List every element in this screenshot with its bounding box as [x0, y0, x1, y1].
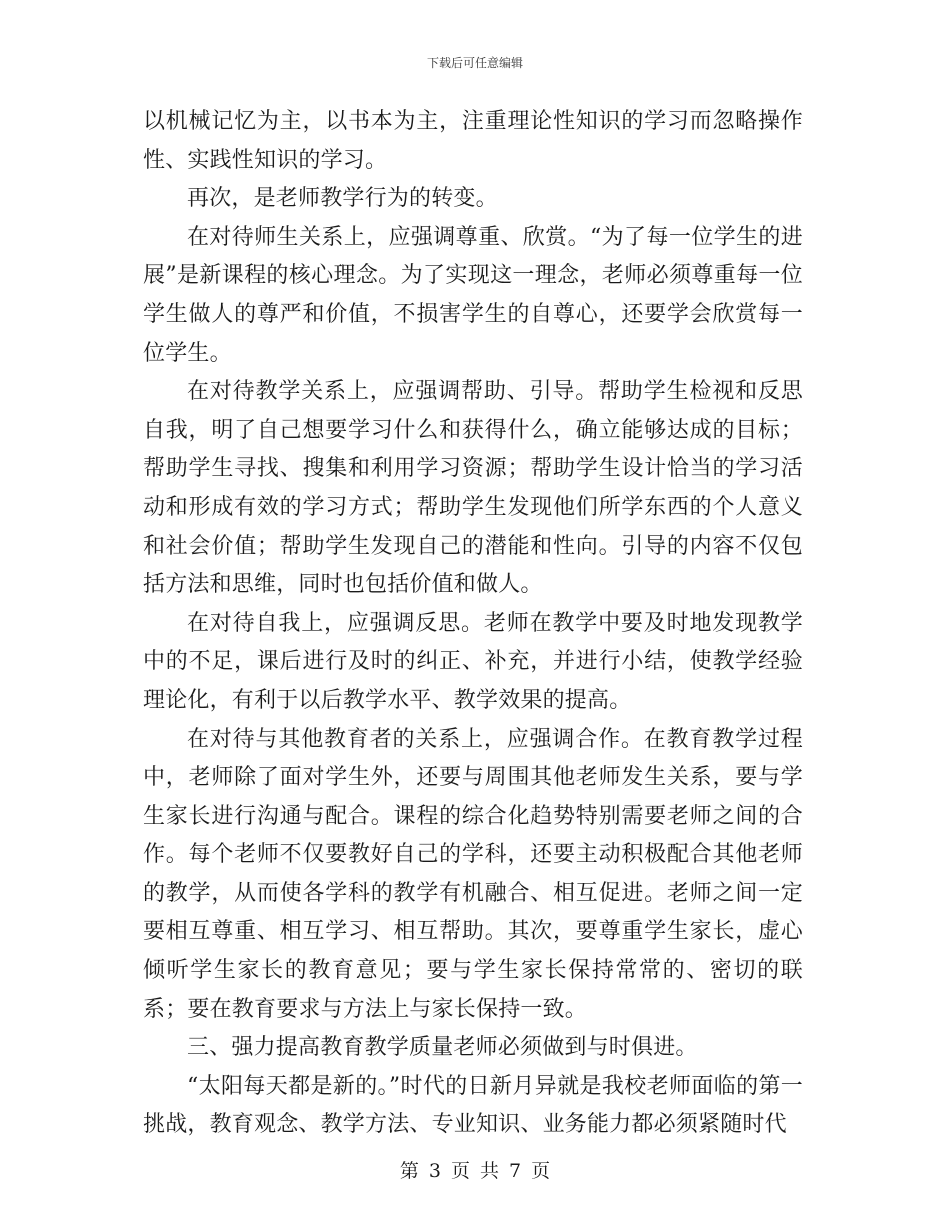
- paragraph: “太阳每天都是新的。”时代的日新月异就是我校老师面临的第一挑战，教育观念、教学方法、专业知识、业务能力都必须紧随时代: [143, 1073, 803, 1138]
- paragraph: 再次，是老师教学行为的转变。: [187, 186, 498, 212]
- paragraph: 在对待师生关系上，应强调尊重、欣赏。“为了每一位学生的进展”是新课程的核心理念。为了实现这一理念，老师必须尊重每一位学生做人的尊严和价值，不损害学生的自尊心，还要学会欣赏每一位学生。: [143, 224, 803, 366]
- paragraph: 在对待与其他教育者的关系上，应强调合作。在教育教学过程中，老师除了面对学生外，还要与周围其他老师发生关系，要与学生家长进行沟通与配合。课程的综合化趋势特别需要老师之间的合作。每个老师不仅要教好自己的学科，还要主动积极配合其他老师的教学，从而使各学科的教学有机融合、相互促进。老师之间一定要相互尊重、相互学习、相互帮助。其次，要尊重学生家长，虚心倾听学生家长的教育意见；要与学生家长保持常常的、密切的联系；要在教育要求与方法上与家长保持一致。: [143, 726, 803, 1022]
- paragraph: 在对待教学关系上，应强调帮助、引导。帮助学生检视和反思自我，明了自己想要学习什么和获得什么，确立能够达成的目标；帮助学生寻找、搜集和利用学习资源；帮助学生设计恰当的学习活动和形成有效的学习方式；帮助学生发现他们所学东西的个人意义和社会价值；帮助学生发现自己的潜能和性向。引导的内容不仅包括方法和思维，同时也包括价值和做人。: [143, 379, 803, 598]
- page-number: 第 3 页 共 7 页: [399, 1160, 551, 1182]
- section-heading: 三、强力提高教育教学质量老师必须做到与时俱进。: [187, 1035, 698, 1061]
- paragraph: 在对待自我上，应强调反思。老师在教学中要及时地发现教学中的不足，课后进行及时的纠正、补充，并进行小结，使教学经验理论化，有利于以后教学水平、教学效果的提高。: [143, 610, 803, 713]
- document-body: [143, 103, 803, 1145]
- paragraph: 以机械记忆为主，以书本为主，注重理论性知识的学习而忽略操作性、实践性知识的学习。: [143, 109, 803, 173]
- page-header: 下载后可任意编辑: [426, 56, 523, 70]
